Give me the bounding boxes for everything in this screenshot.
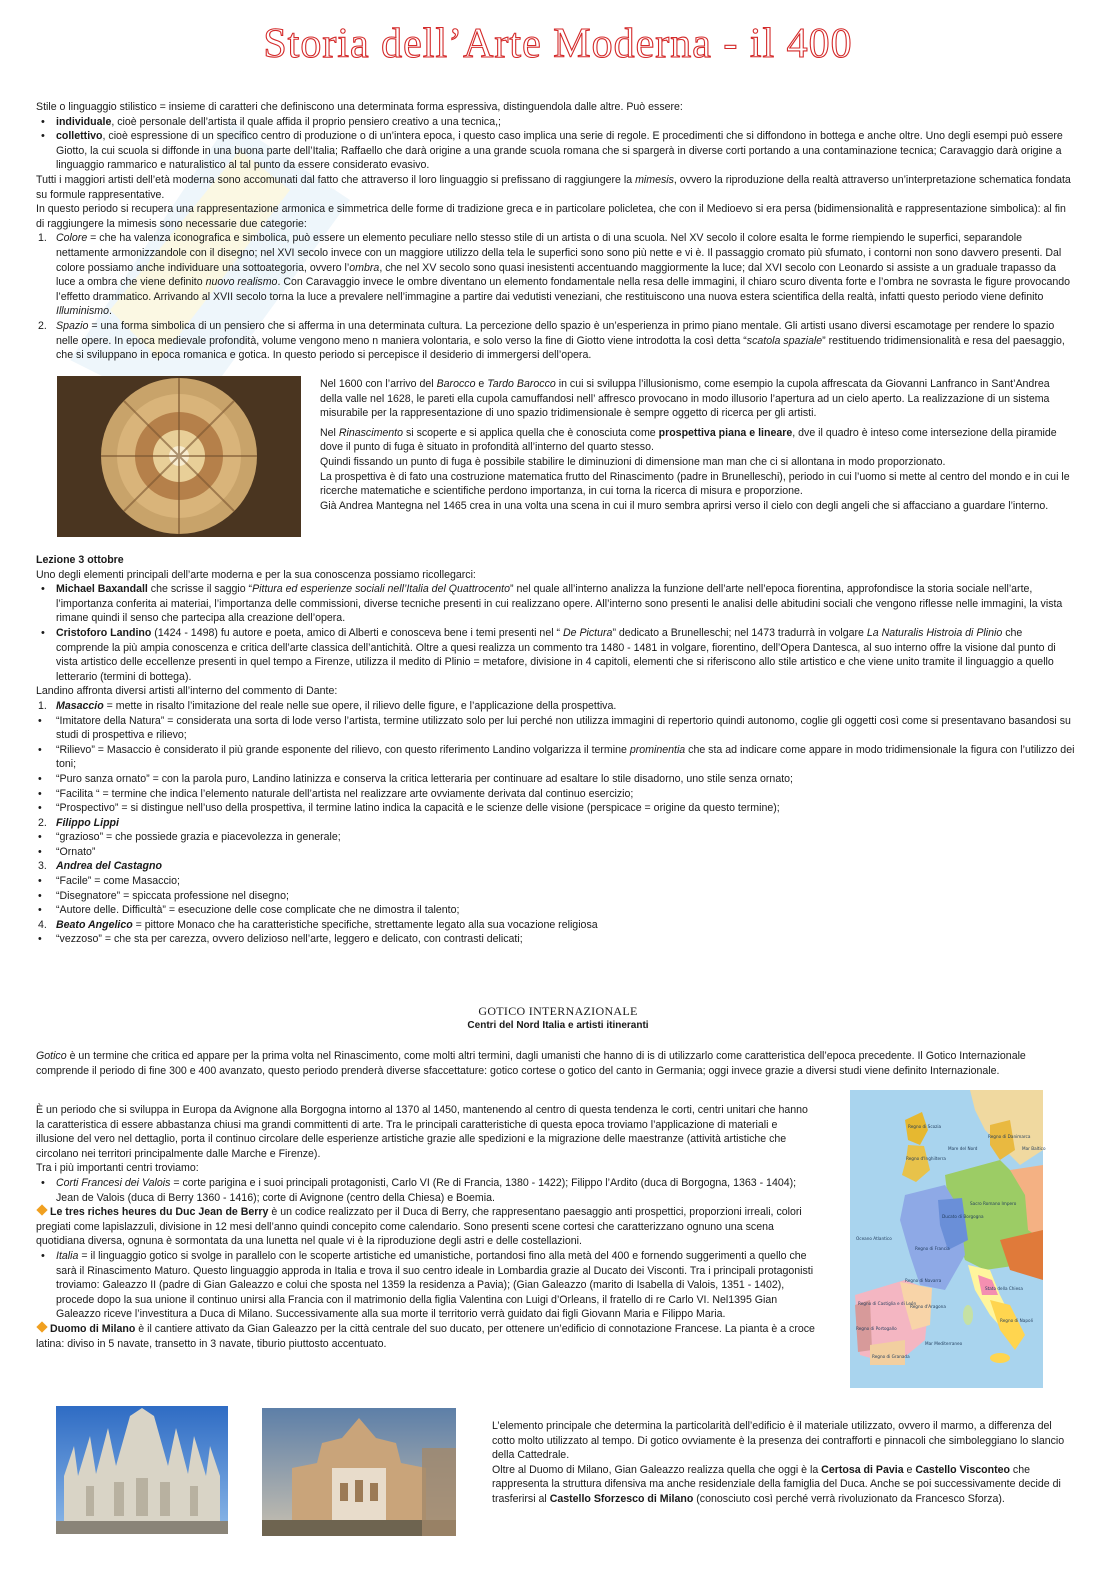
fuga-paragraph: Quindi fissando un punto di fuga è possibile stabilire le diminuzioni di dimensione man man che ci si allontana in modo proporzionato.	[320, 455, 946, 468]
barocco-section	[320, 377, 1072, 513]
list-item: • “Autore delle. Difficultà” = esecuzione delle cose complicate che ne dimostra il talento;	[38, 904, 460, 917]
section-title: GOTICO INTERNAZIONALE	[478, 1004, 638, 1018]
map-label: Regno di Scozia	[908, 1124, 942, 1129]
list-item: • “Facilita “ = termine che indica l’elemento naturale dell’artista nel realizzare arte ovviamente derivata dal continuo esercizio;	[38, 787, 634, 800]
artists-list	[36, 699, 1076, 947]
map-label: Regno d'Aragona	[910, 1304, 946, 1309]
diamond-icon	[36, 1204, 47, 1215]
landino-paragraph: Landino affronta diversi artisti all’interno del commento di Dante:	[36, 685, 338, 698]
list-item-valois: • Corti Francesi dei Valois = corte parigina e i suoi principali protagonisti, Carlo VI (Re di Francia, 1380 - 1422); Filippo l’Ardito (duca di Borgogna, 1363 - 1404); Jean de Valois (duca di Berry 1360 - 1416); corte di Avignone (centro della Chiesa) e Boemia.	[41, 1176, 797, 1204]
cupola-image	[57, 376, 301, 537]
section-subtitle: Centri del Nord Italia e artisti itineranti	[467, 1019, 649, 1031]
mimesis-paragraph: Tutti i maggiori artisti dell’età moderna sono accomunati dal fatto che attraverso il loro linguaggio si prefissano di raggiungere la mimesis, ovvero la riproduzione della realtà attraverso un’interpretazione schematica fondata su formule rappresentative.	[36, 173, 1071, 201]
prospettiva-paragraph: La prospettiva è di fato una costruzione matematica frutto del Rinascimento (padre in Brunelleschi), periodo in cui l’uomo si mette al centro del mondo e in cui le ricerche matematiche e scientifiche perdono importanza, in cui torna la ricerca di misura e proporzione.	[320, 470, 1070, 498]
mantegna-paragraph: Già Andrea Mantegna nel 1465 crea in una volta una scena in cui il muro sembra aprirsi verso il cielo con degli angeli che si affacciano a guardare l’interno.	[320, 499, 1049, 512]
list-item-italia: • Italia = il linguaggio gotico si svolge in parallelo con le scoperte artistiche ed umanistiche, portandosi fino alla metà del 400 e fornendo suggerimenti a quello che sarà il Rinascimento Maturo. Questo linguaggio approda in Italia e trova il suo centro ideale in Lombardia grazie al Ducato dei Visconti. Tra i principali protagonisti troviamo: Galeazzo II (padre di Gian Galeazzo e colui che sposta nel 1359 la residenza a Pavia); (Gian Galeazzo (marito di Isabella di Valois, 1351 - 1402), procede dopo la sua unione il continuo unirsi alla Francia con il matrimonio della figlia Valentina con Luigi d’Orleans, il fratello di re Carlo VI. Nel1395 Gian Galeazzo riceve l’investitura a Duca di Milano. Successivamente alla sua morte il territorio verrà guidato dai figli Giovann Maria e Filippo Maria.	[41, 1249, 814, 1321]
list-item: • “Ornato”	[38, 845, 96, 858]
gotico-header	[0, 1004, 1116, 1033]
map-label: Ducato di Borgogna	[942, 1214, 984, 1219]
armonia-paragraph: In questo periodo si recupera una rappresentazione armonica e simmetrica delle forme di tradizione greca e in particolare policletea, che con il Medioevo si era persa (bidimensionalità e rappresentazione simbolica): al fin di raggiungere la mimesis sono necessarie due categorie:	[36, 203, 1066, 230]
map-label: Mar Mediterraneo	[925, 1341, 963, 1346]
list-item: • “grazioso” = che possiede grazia e piacevolezza in generale;	[38, 831, 341, 844]
list-item: • “Puro sanza ornato” = con la parola puro, Landino latinizza e conserva la critica letteraria per continuare ad esaltare lo stile disadorno, uno stile senza ornato;	[38, 772, 793, 785]
list-item: • “Disegnatore” = spiccata professione nel disegno;	[38, 889, 289, 902]
lezione-section	[36, 553, 1076, 947]
map-label: Regno di Napoli	[1000, 1318, 1033, 1323]
certosa-paragraph: Oltre al Duomo di Milano, Gian Galeazzo realizza quella che oggi è la Certosa di Pavia e Castello Visconteo che rappresenta la struttura difensiva ma anche residenziale della famiglia del Duca. Anche se poi successivamente decide di trasferirsi al Castello Sforzesco di Milano (conosciuto così perché verrà rivoluzionato da Francesco Sforza).	[492, 1463, 1061, 1505]
lezione-paragraph: Uno degli elementi principali dell’arte moderna e per la sua conoscenza possiamo ricollegarci:	[36, 568, 476, 581]
list-item-colore: 1. Colore = che ha valenza iconografica e simbolica, può essere un elemento peculiare nello stesso stile di un artista o di una scuola. Nel XV secolo il colore esalta le forme riempiendo le superfici, separandole nettamente armonizzandole con il disegno; nel XVI secolo invece con un maggiore utilizzo della tela le superfici sono sono più nette e vi è. Il passaggio cromato più sfumato, i contorni non sono davvero presenti. Dal colore possiamo anche individuare una sottoategoria, ovvero l’ombra, che nel XV secolo sono quasi inesistenti accentuando maggiormente la luce; dal XVI secolo con Leonardo si assiste a un graduale trapasso da luce a ombra che viene definito nuovo realismo. Con Caravaggio invece le ombre diventano un elemento fondamentale nella resa delle immagini, il chiaro scuro diventa forte e l’ombra ne sovrasta le figure provocando l’effetto drammatico. Arrivando al XVII secolo torna la luce a prevalere nell’immagine a partire dai vedutisti veneziani, che restituiscono una nuova estera scientifica della realtà, infatti questo periodo viene definito Illuminismo.	[38, 232, 1071, 318]
berry-paragraph: Le tres riches heures du Duc Jean de Berry è un codice realizzato per il Duca di Berry, che rappresentano paesaggio anti prospettici, proporzioni irreali, colori pregiati come lapislazzuli, divisione in 12 mesi dell’anno quindi concepito come calendario. Sono presenti scene cortesi che caratterizzano ognuno una scena quotidiana diversa, ognuna è sormontata da una lunetta nel quale vi è la riproduzione degli astri e delle costellazioni.	[36, 1206, 802, 1248]
style-list	[36, 115, 1076, 173]
map-label: Stato della Chiesa	[985, 1286, 1023, 1291]
list-item-angelico: 4. Beato Angelico = pittore Monaco che ha caratteristiche specifiche, strettamente legato alla sua vocazione religiosa	[38, 918, 598, 931]
map-label: Regno di Danimarca	[988, 1134, 1031, 1139]
list-item-lippi: 2. Filippo Lippi	[38, 816, 119, 829]
rinascimento-paragraph: Nel Rinascimento si scoperte e si applica quella che è conosciuta come prospettiva piana e lineare, dve il quadro è inteso come intersezione della piramide dove il punto di fuga è situato in profondità all’interno del quarto stesso.	[320, 426, 1057, 454]
categories-list	[36, 231, 1076, 362]
lezione-heading: Lezione 3 ottobre	[36, 554, 124, 566]
marmo-paragraph: L’elemento principale che determina la particolarità dell’edificio è il materiale utilizzato, ovvero il marmo, a differenza del cotto molto utilizzato al tempo. Di gotico ovviamente è la presenza dei contrafforti e pinnacoli che simboleggiano lo slancio della Cattedrale.	[492, 1420, 1065, 1462]
intro-section	[36, 100, 1076, 363]
map-label: Oceano Atlantico	[856, 1236, 892, 1241]
gotico-paragraph: Gotico è un termine che critica ed appare per la prima volta nel Rinascimento, come molti altri termini, dagli umanisti che hanno di is di utilizzarlo come caratteristica dell’epoca precedente. Il Gotico Internazionale comprende il periodo di fine 300 e 400 avanzato, questo periodo prenderà diverse sfaccettature: gotico cortese o gotico del canto in Germania; oggi invece grazie a diversi studi viene definito Internazionale.	[36, 1050, 1026, 1077]
map-label: Mar Baltico	[1022, 1146, 1046, 1151]
map-label: Sacro Romano Impero	[970, 1201, 1017, 1206]
certosa-image	[262, 1408, 456, 1536]
list-item: • “vezzoso” = che sta per carezza, ovvero delizioso nell’arte, leggero e delicato, con contrasti delicati;	[38, 933, 523, 946]
centri-paragraph: Tra i più importanti centri troviamo:	[36, 1162, 199, 1175]
list-item-spazio: 2. Spazio = una forma simbolica di un pensiero che si afferma in una determinata cultura. La percezione dello spazio è un’esperienza in primo piano mentale. Gli artisti usano diversi escamotage per rendere lo spazio nelle opere. In epoca medievale profondità, volume vengono meno n maniera volontaria, e solo verso la fine di Giotto viene introdotta la così detta “scatola spaziale” restituendo tridimensionalità e resa del paesaggio, che si sviluppano in epoca romanica e gotica. In questo periodo si percepisce il desiderio di immergersi dell’opera.	[38, 319, 1065, 362]
list-item: • “Imitatore della Natura” = considerata una sorta di lode verso l’artista, termine utilizzato solo per lui perché non utilizza immagini di repertorio quindi autonomo, coglie gli oggetti così come si presentavano basandosi su studi di prospettiva e rilievo;	[38, 714, 1071, 742]
page-title: Storia dell’Arte Moderna - il 400	[263, 21, 853, 67]
map-label: Regno di Navarra	[905, 1278, 942, 1283]
list-item: • individuale, cioè personale dell’artista il quale affida il proprio pensiero creativo a una tecnica,;	[41, 115, 501, 128]
list-item-castagno: 3. Andrea del Castagno	[38, 860, 162, 873]
italia-list	[36, 1249, 818, 1322]
europe-map	[850, 1090, 1046, 1388]
diamond-icon	[36, 1321, 47, 1332]
intro-paragraph: Stile o linguaggio stilistico = insieme di caratteri che definiscono una determinata forma espressiva, distinguendola dalle altre. Può essere:	[36, 101, 683, 113]
gotico-body	[36, 1103, 818, 1351]
barocco-paragraph: Nel 1600 con l’arrivo del Barocco e Tardo Barocco in cui si sviluppa l’illusionismo, come esempio la cupola affrescata da Giovanni Lanfranco in Sant’Andrea della valle nel 1628, le pareti ella cupola camuffandosi nell’ affresco provocano in modo illusorio l’apertura ad un cielo aperto. La realizzazione di un sistema misurabile per la rappresentazione di uno spazio tridimensionale è sempre oggetto di ricerca per gli artisti.	[320, 378, 1050, 420]
list-item: • collettivo, cioè espressione di un specifico centro di produzione o di un’intera epoca, i questo caso implica una serie di regole. E procedimenti che si diffondono in bottega e anche oltre. Uno degli esempi può essere Giotto, la cui scuola si diffonde in una buona parte dell’Italia; Raffaello che darà origine a una grande scuola romana che si spargerà in diverse corti portando a una contaminazione tecnica; Caravaggio darà origine a linguaggio rammarico e naturalistico al tal punto da essere considerato evasivo.	[41, 130, 1063, 172]
duomo-image	[56, 1406, 228, 1534]
map-label: Regno di Granada	[872, 1354, 910, 1359]
gotico-intro	[36, 1049, 1076, 1078]
list-item: • “Facile” = come Masaccio;	[38, 875, 180, 888]
centri-list	[36, 1176, 818, 1205]
map-label: Mare del Nord	[948, 1146, 978, 1151]
list-item-masaccio: 1. Masaccio = mette in risalto l’imitazione del reale nelle sue opere, il rilievo delle figure, e l’applicazione della prospettiva.	[38, 699, 617, 712]
map-label: Regno di Francia	[915, 1246, 950, 1251]
duomo-paragraph: Duomo di Milano è il cantiere attivato da Gian Galeazzo per la città centrale del suo ducato, per ottenere un’edificio di connotazione Francese. La pianta è a croce latina: diviso in 5 navate, transetto in 3 navate, tiburio piuttosto accentuato.	[36, 1322, 815, 1350]
list-item-baxandall: • Michael Baxandall che scrisse il saggio “Pittura ed esperienze sociali nell’Italia del Quattrocento” nel quale all’interno analizza la funzione dell’arte nell’epoca fiorentina, approfondisce la storia sociale nell’arte, l’importanza conferita ai materiai, l’importanza delle commissioni, diverse tecniche presenti in cui realizzano opere. All’interno sono presenti le analisi delle abitudini sociali che vengono riflesse nelle immagini, la vista rimane quindi il senso che partecipa alla creazione dell’opera.	[41, 583, 1063, 625]
map-label: Regno d'Inghilterra	[906, 1156, 946, 1161]
duomo-text	[492, 1419, 1074, 1507]
list-item: • “Rilievo” = Masaccio è considerato il più grande esponente del rilievo, con questo riferimento Landino volgarizza il termine prominentia che sta ad indicare come appare in modo tridimensionale la figura con l’utilizzo dei toni;	[38, 743, 1075, 771]
map-label: Regno di Portogallo	[856, 1326, 897, 1331]
periodo-paragraph: È un periodo che si sviluppa in Europa da Avignone alla Borgogna intorno al 1370 al 1450, mantenendo al centro di questa tendenza le corti, centri unitari che hanno la caratteristica di essere abbastanza chiusi ma grandi committenti di arte. Tra le principali caratteristiche di questa epoca troviamo l’applicazione di materiali e illusione del vero nel dettaglio, porta il continuo circolare delle esperienze artistiche grazie alle spedizioni e la migrazione delle maestranze (attività artistiche che circolano nei territori principalmente dalle Marche e Firenze).	[36, 1104, 808, 1160]
map-label: Regno di Castiglia e di León	[858, 1301, 917, 1306]
authors-list	[36, 582, 1076, 684]
list-item-landino: • Cristoforo Landino (1424 - 1498) fu autore e poeta, amico di Alberti e conosceva bene i temi presenti nel “ De Pictura” dedicato a Brunelleschi; nel 1473 tradurrà in volgare La Naturalis Histroia di Plinio che comprende la più ampia conoscenza e critica dell’arte classica dell’antichità. Oltre a quesi realizza un commento tra 1480 - 1481 in volgare, fiorentino, dell’Opera Dantesca, al suo interno offre la visione dal punto di vista artistico delle eccellenze presenti in quel tempo a Firenze, utilizza il medito di Plinio = metafore, divisione in 4 capitoli, elementi che si riferiscono allo stile artistico e che viene unito tramite il linguaggio a quello letterario (termini di bottega).	[41, 626, 1056, 683]
list-item: • “Prospectivo” = si distingue nell’uso della prospettiva, il termine latino indica la capacità e le scienze delle visione (perspicace = origine da questo termine);	[38, 802, 780, 815]
